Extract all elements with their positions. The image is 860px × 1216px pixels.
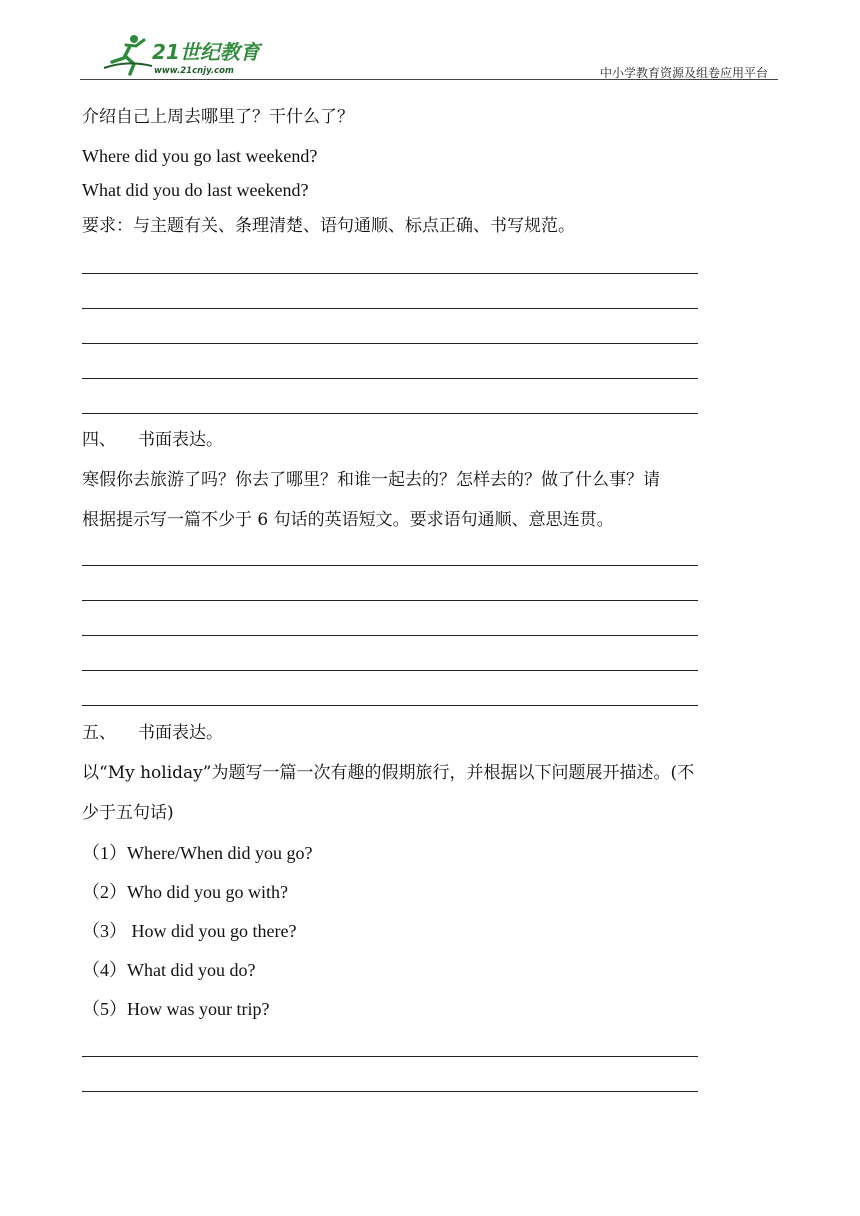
page-header — [80, 30, 778, 80]
s3-question-2: What did you do last weekend? — [82, 180, 309, 200]
runner-icon — [104, 35, 152, 74]
s3-requirements: 要求：与主题有关、条理清楚、语句通顺、标点正确、书写规范。 — [82, 216, 575, 236]
s5-heading-number: 五、 — [82, 723, 116, 743]
answer-line[interactable] — [82, 705, 698, 706]
answer-line[interactable] — [82, 670, 698, 671]
s4-prompt-line-2: 根据提示写一篇不少于 6 句话的英语短文。要求语句通顺、意思连贯。 — [82, 510, 614, 530]
answer-line[interactable] — [82, 1056, 698, 1057]
answer-line[interactable] — [82, 635, 698, 636]
logo-url: www.21cnjy.com — [154, 66, 234, 76]
s4-prompt-line-1: 寒假你去旅游了吗？你去了哪里？和谁一起去的？怎样去的？做了什么事？请 — [82, 470, 660, 490]
s4-heading-number: 四、 — [82, 430, 116, 450]
s4-heading-title: 书面表达。 — [138, 430, 223, 450]
answer-line[interactable] — [82, 413, 698, 414]
s5-question: （3） How did you go there? — [82, 921, 297, 941]
s3-question-1: Where did you go last weekend? — [82, 146, 318, 166]
s5-prompt-line-2: 少于五句话) — [82, 803, 174, 823]
answer-line[interactable] — [82, 378, 698, 379]
answer-line[interactable] — [82, 1091, 698, 1092]
s5-prompt-line-1: 以“My holiday”为题写一篇一次有趣的假期旅行，并根据以下问题展开描述。(不 — [82, 763, 695, 783]
s5-heading-title: 书面表达。 — [138, 723, 223, 743]
platform-name: 中小学教育资源及组卷应用平台 — [599, 66, 768, 80]
s3-intro: 介绍自己上周去哪里了？干什么了？ — [82, 107, 354, 127]
s5-question: （1）Where/When did you go? — [82, 843, 313, 863]
answer-line[interactable] — [82, 273, 698, 274]
answer-line[interactable] — [82, 308, 698, 309]
s5-heading — [82, 722, 223, 744]
logo-text: 21世纪教育 — [152, 40, 260, 64]
s5-question: （2）Who did you go with? — [82, 882, 288, 902]
header-divider — [80, 79, 778, 80]
answer-line[interactable] — [82, 343, 698, 344]
s4-heading — [82, 429, 223, 451]
s5-question: （5）How was your trip? — [82, 999, 270, 1019]
answer-line[interactable] — [82, 600, 698, 601]
s5-question: （4）What did you do? — [82, 960, 256, 980]
logo — [90, 32, 290, 76]
answer-line[interactable] — [82, 565, 698, 566]
